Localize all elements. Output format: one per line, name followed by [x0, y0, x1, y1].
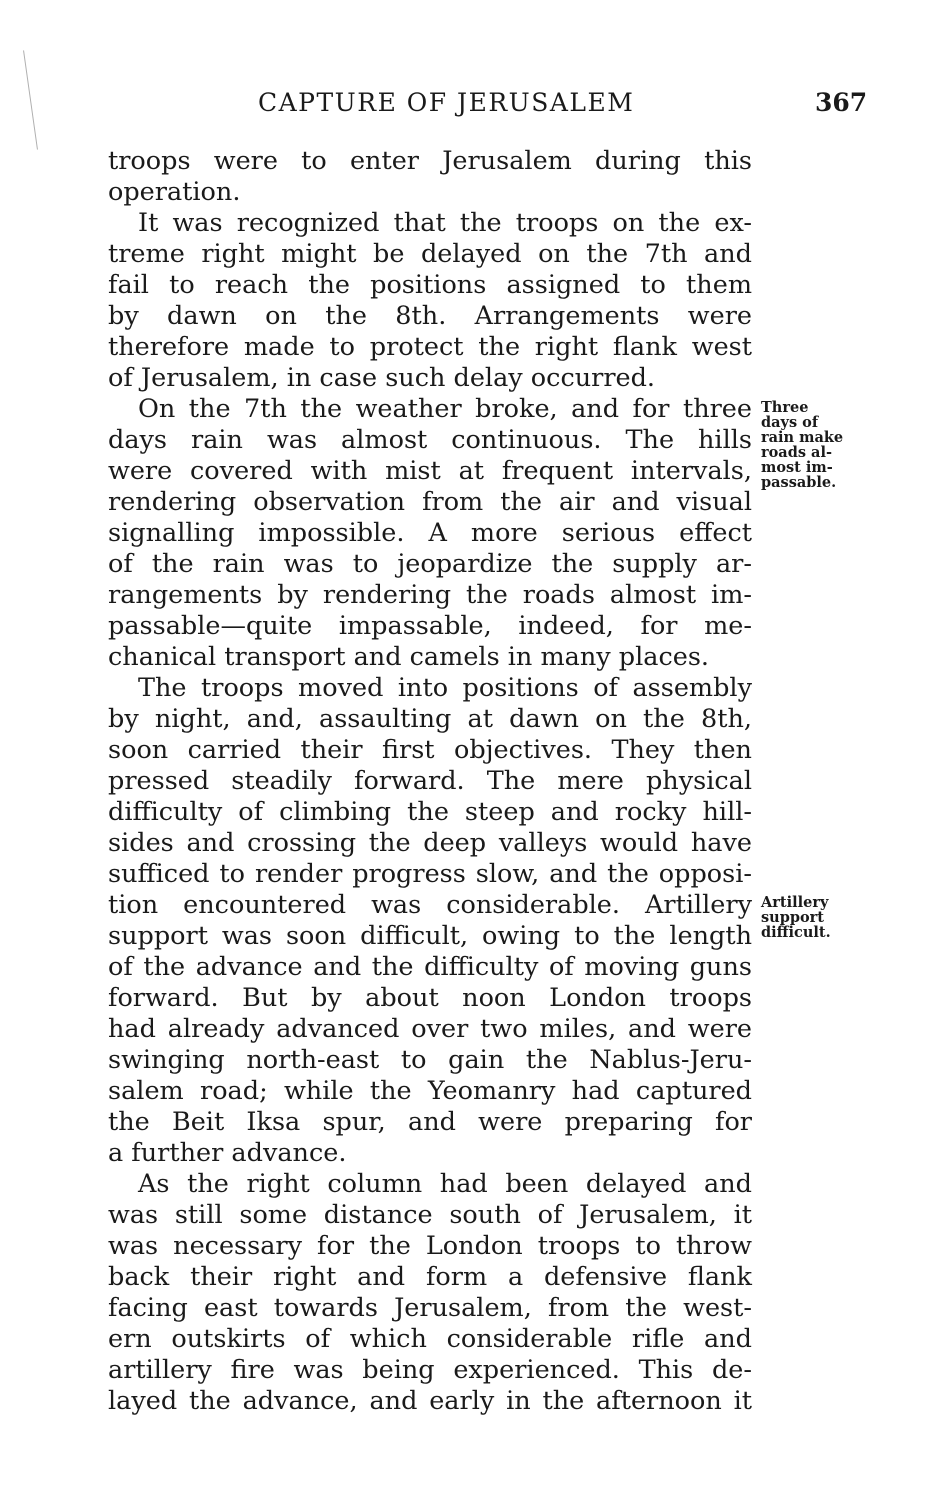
text-line: layed the advance, and early in the afternoon it	[108, 1386, 752, 1416]
text-line: of the advance and the difficulty of moving guns	[108, 952, 752, 982]
margin-note-line: support	[761, 909, 824, 926]
text-line: As the right column had been delayed and	[138, 1169, 752, 1199]
text-line: signalling impossible. A more serious effect	[108, 518, 752, 548]
text-line: treme right might be delayed on the 7th and	[108, 239, 752, 269]
text-line: was necessary for the London troops to throw	[108, 1231, 752, 1261]
margin-note-line: Three	[761, 399, 809, 416]
text-line: a further advance.	[108, 1138, 347, 1168]
text-line: forward. But by about noon London troops	[108, 983, 752, 1013]
text-line: had already advanced over two miles, and were	[108, 1014, 752, 1044]
text-line: were covered with mist at frequent intervals,	[108, 456, 752, 486]
margin-note-line: passable.	[761, 474, 837, 491]
text-line: operation.	[108, 177, 241, 207]
margin-note-line: Artillery	[761, 894, 829, 911]
text-line: troops were to enter Jerusalem during this	[108, 146, 752, 176]
text-line: by night, and, assaulting at dawn on the 8th,	[108, 704, 752, 734]
text-line: support was soon difficult, owing to the length	[108, 921, 752, 951]
page-number: 367	[815, 88, 868, 117]
text-line: sides and crossing the deep valleys would have	[108, 828, 752, 858]
margin-note-line: roads al-	[761, 444, 832, 461]
margin-note-rain	[761, 400, 843, 490]
binding-shadow	[23, 50, 38, 149]
text-line: sufficed to render progress slow, and the opposi-	[108, 859, 752, 889]
text-line: artillery fire was being experienced. This de-	[108, 1355, 752, 1385]
text-line: was still some distance south of Jerusalem, it	[108, 1200, 752, 1230]
text-line: The troops moved into positions of assembly	[138, 673, 752, 703]
text-line: therefore made to protect the right flank west	[108, 332, 752, 362]
text-line: by dawn on the 8th. Arrangements were	[108, 301, 752, 331]
text-line: facing east towards Jerusalem, from the west-	[108, 1293, 752, 1323]
text-line: rangements by rendering the roads almost im-	[108, 580, 752, 610]
text-line: On the 7th the weather broke, and for three	[138, 394, 752, 424]
text-line: of Jerusalem, in case such delay occurred.	[108, 363, 656, 393]
text-line: difficulty of climbing the steep and rocky hill-	[108, 797, 752, 827]
text-line: pressed steadily forward. The mere physical	[108, 766, 752, 796]
text-line: salem road; while the Yeomanry had captured	[108, 1076, 752, 1106]
margin-note-line: most im-	[761, 459, 833, 476]
text-line: tion encountered was considerable. Artillery	[108, 890, 752, 920]
text-line: It was recognized that the troops on the ex-	[138, 208, 752, 238]
text-line: soon carried their first objectives. They then	[108, 735, 752, 765]
body-text	[108, 146, 752, 1417]
margin-note-line: difficult.	[761, 924, 831, 941]
text-line: back their right and form a defensive flank	[108, 1262, 752, 1292]
text-line: fail to reach the positions assigned to them	[108, 270, 752, 300]
margin-note-artillery	[761, 895, 831, 940]
text-line: of the rain was to jeopardize the supply ar-	[108, 549, 752, 579]
text-line: the Beit Iksa spur, and were preparing for	[108, 1107, 752, 1137]
text-line: passable—quite impassable, indeed, for me-	[108, 611, 752, 641]
text-line: rendering observation from the air and visual	[108, 487, 752, 517]
margin-note-line: days of	[761, 414, 819, 431]
text-line: ern outskirts of which considerable rifle and	[108, 1324, 752, 1354]
text-line: days rain was almost continuous. The hills	[108, 425, 752, 455]
running-header-title: CAPTURE OF JERUSALEM	[258, 88, 635, 117]
margin-note-line: rain make	[761, 429, 844, 446]
text-line: swinging north-east to gain the Nablus-Jeru-	[108, 1045, 752, 1075]
text-line: chanical transport and camels in many places.	[108, 642, 710, 672]
